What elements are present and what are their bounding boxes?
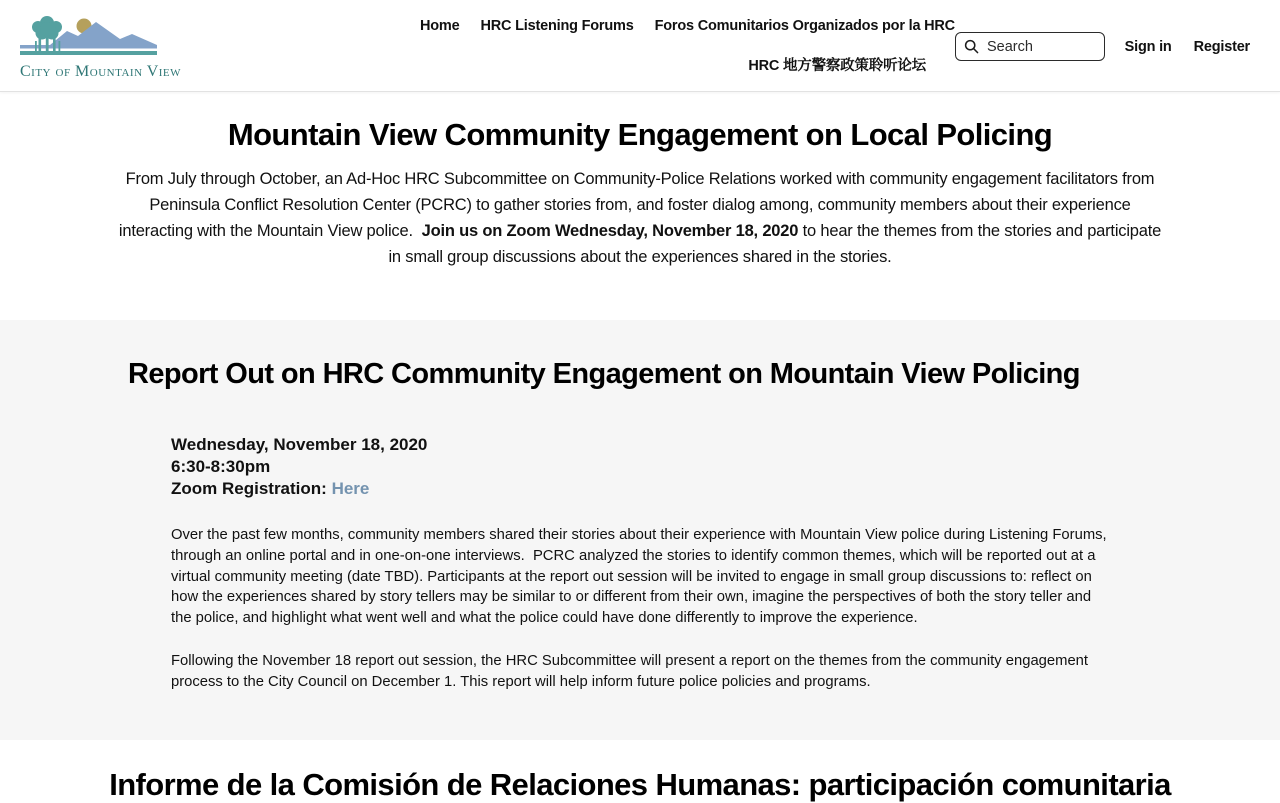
search-box[interactable] [955, 32, 1105, 61]
intro-text-1: From July through October, an Ad-Hoc HRC Subcommittee on Community-Police Relations worked with community engagement facilitators from Peninsula Conflict Resolution Center (PCRC) to gather stories from, and foster dialog among, community members about their experience interacting with the Mountain View police. [118, 170, 1155, 240]
main-nav [420, 18, 955, 75]
register-link[interactable]: Register [1193, 39, 1250, 55]
event-details [171, 434, 1280, 500]
main-content [0, 92, 1280, 803]
report-paragraph-1: Over the past few months, community members shared their stories about their experience with Mountain View police during Listening Forums, through an online portal and in one-on-one interviews. PCRC analyzed the stories to identify common themes, which will be reported out at a virtual community meeting (date TBD). Participants at the report out session will be invited to engage in small group discussions to: reflect on how the experiences shared by story tellers may be similar to or different from their own, imagine the perspectives of both the story teller and the police, and highlight what went well and what the police could have done differently to improve the experience. [171, 527, 1107, 627]
nav-item-hrc-chinese-forum[interactable]: HRC 地方警察政策聆听论坛 [748, 58, 926, 74]
intro-text-2: to hear the themes from the stories and participate in small group discussions about the experiences shared in the stories. [388, 222, 1162, 266]
city-logo-icon [20, 43, 157, 60]
report-section-heading: Report Out on HRC Community Engagement on Mountain View Policing [128, 358, 1080, 390]
registration-label: Zoom Registration: [171, 479, 332, 498]
page-title: Mountain View Community Engagement on Local Policing [227, 117, 1053, 152]
search-icon [964, 39, 979, 54]
sign-in-link[interactable]: Sign in [1124, 39, 1172, 55]
spanish-section-heading: Informe de la Comisión de Relaciones Humanas: participación comunitaria [109, 767, 1171, 802]
nav-item-foros-comunitarios[interactable]: Foros Comunitarios Organizados por la HRC [654, 18, 955, 34]
city-logo-wordmark: City of Mountain View [20, 63, 182, 80]
nav-item-hrc-listening-forums[interactable]: HRC Listening Forums [480, 18, 634, 34]
report-out-section [0, 320, 1280, 740]
event-registration-line [171, 478, 1280, 500]
report-paragraph-2: Following the November 18 report out session, the HRC Subcommittee will present a report on the themes from the community engagement process to the City Council on December 1. This report will help inform future police policies and programs. [171, 652, 1089, 690]
auth-links [1125, 39, 1250, 55]
event-time: 6:30-8:30pm [171, 457, 271, 476]
intro-text-bold: Join us on Zoom Wednesday, November 18, 2020 [421, 222, 799, 240]
nav-item-home[interactable]: Home [420, 18, 460, 34]
site-header [0, 0, 1280, 92]
city-logo[interactable] [20, 14, 182, 81]
zoom-registration-link[interactable]: Here [331, 479, 370, 498]
event-date: Wednesday, November 18, 2020 [171, 435, 428, 454]
search-input[interactable] [985, 38, 1096, 56]
intro-paragraph [116, 166, 1164, 270]
